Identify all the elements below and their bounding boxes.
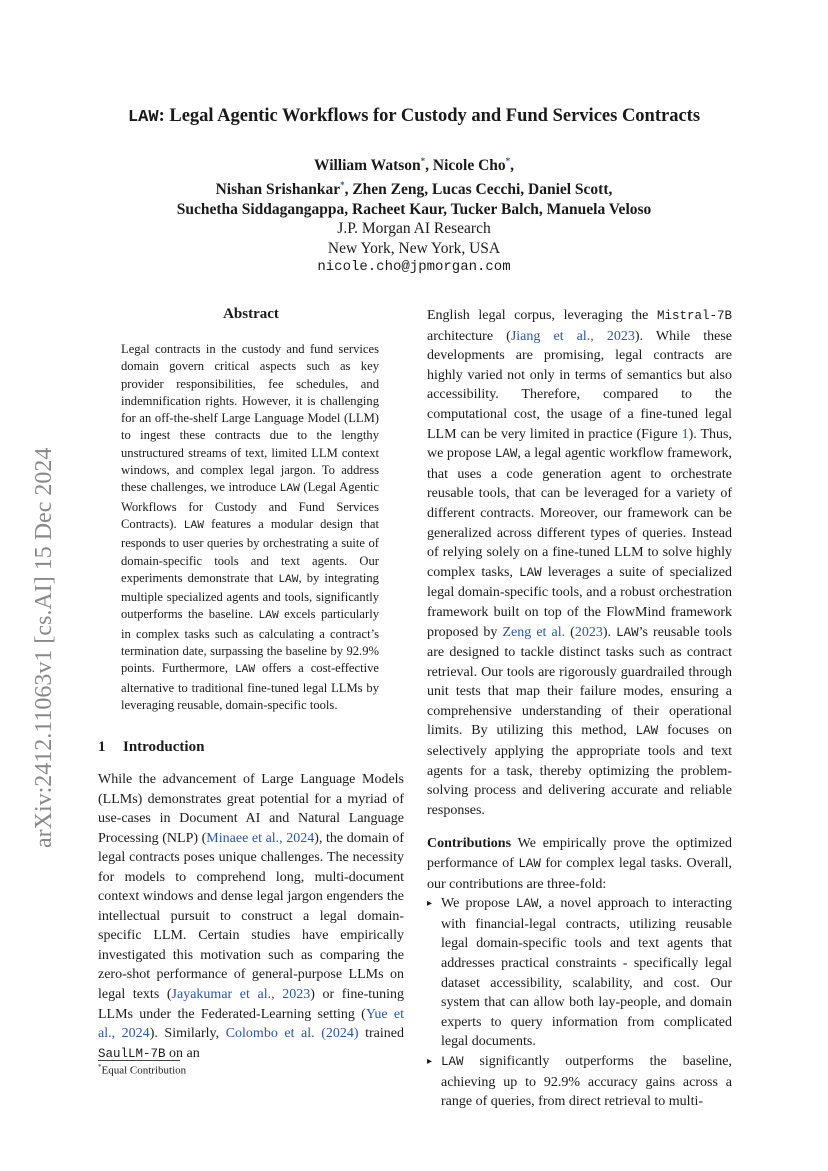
section-number: 1 (98, 739, 106, 755)
section-title: Introduction (123, 739, 205, 755)
author-line-1 (0, 152, 828, 176)
author-name: William Watson (313, 157, 421, 175)
law-code: LAW (635, 724, 659, 739)
model-code: Mistral-7B (656, 309, 732, 323)
intro-text: trained (358, 1026, 405, 1042)
list-item (427, 1052, 732, 1112)
law-code: LAW (258, 610, 279, 623)
body-text: significantly outperforms the baseline, achieving up to 92.9% accuracy gains across a range of queries, from direct retrieval to multi- (441, 1053, 732, 1110)
arxiv-identifier (22, 370, 62, 850)
body-text: , a legal agentic workflow framework, that uses a code generation agent to orchestrate reusable tools, that can be leveraged for a variety of different contracts. Moreover, our framework can be generalized across different types of queries. Instead of relying solely on a fine-tuned LLM to solve highly complex tasks, (427, 446, 732, 580)
abstract-text: Legal contracts in the custody and fund services domain govern critical aspects such as key provider responsibilities, fee schedules, and indemnification rights. However, it is challenging for an off-the-shelf Large Language Model (LLM) to ingest these contracts due to the lengthy unstructured streams of text, limited LLM context windows, and complex legal jargon. To address these challenges, we introduce (121, 342, 379, 495)
law-code: LAW (279, 483, 300, 496)
intro-text: While the advancement of Large Language Models (LLMs) demonstrates great potential for a myriad of use-cases in Document AI and Natural Language Processing (NLP) ( (98, 772, 404, 846)
footnote-mark: * (98, 1063, 102, 1071)
citation-link[interactable]: Colombo et al. (2024) (225, 1026, 359, 1042)
body-text: ’s reusable tools are designed to tackle distinct tasks such as contract retrieval. Our tools are rigorously guardrailed through unit tests that map their failure modes, ensuring a comprehensive understanding of their operational limits. By utilizing this method, (427, 624, 732, 739)
law-code: LAW (278, 573, 299, 586)
footnote-text: Equal Contribution (101, 1064, 187, 1077)
body-text: architecture ( (427, 328, 511, 344)
body-text: , a novel approach to interacting with financial-legal contracts, utilizing reusable legal domain-specific tools and text agents that addresses practical constraints - specifically legal dataset accessibility, scalability, and cost. Our system that can allow both lay-people, and domain experts to query information from complicated legal documents. (441, 896, 733, 1050)
bullet-icon: ▸ (427, 898, 433, 910)
law-code: LAW (441, 1054, 464, 1069)
body-text: English legal corpus, leveraging the (427, 308, 657, 323)
affiliation: J.P. Morgan AI Research (337, 220, 491, 238)
equal-contribution-mark: * (505, 156, 511, 166)
author-name: , Nicole Cho (425, 157, 506, 175)
paper-title (0, 106, 828, 127)
introduction-body (98, 770, 404, 1064)
right-column (427, 306, 732, 1112)
arxiv-identifier-text: arXiv:2412.11063v1 [cs.AI] 15 Dec 2024 (31, 447, 57, 848)
bullet-icon: ▸ (427, 1055, 433, 1067)
intro-text: ) or fine-tuning LLMs under the Federated-Learning setting ( (98, 987, 405, 1022)
law-code: LAW (518, 857, 541, 872)
figure-link[interactable]: 1 (681, 426, 689, 442)
list-item (427, 894, 732, 1052)
citation-link[interactable]: Jiang et al., 2023 (510, 328, 635, 344)
body-text: We propose (441, 896, 516, 912)
body-text: focuses on selectively applying the appropriate tools and text agents for a task, thereby optimizing the problem-solving process and delivering accurate and reliable responses. (427, 723, 732, 818)
paragraph-heading: Contributions (427, 836, 512, 852)
author-names: , Zhen Zeng, Lucas Cecchi, Daniel Scott, (344, 180, 613, 198)
author-name: Nishan Srishankar (215, 180, 341, 198)
citation-year-link[interactable]: 2023 (574, 624, 603, 640)
law-code: LAW (183, 519, 204, 532)
intro-text: ), the domain of legal contracts poses unique challenges. The necessity for models to comprehend long, multi-document context windows and dense legal jargon engenders the intellectual pursuit to construct a legal domain-specific LLM. Certain studies have empirically investigated this motivation such as comparing the zero-shot performance of general-purpose LLMs on legal texts ( (98, 830, 404, 1003)
abstract-text: excels particularly in complex tasks such as calculating a contract’s termination date, surpassing the baseline by 92.9% points. Furthermore, (121, 607, 380, 676)
law-code: LAW (494, 447, 518, 462)
email: nicole.cho@jpmorgan.com (317, 259, 511, 276)
title-code: LAW (127, 108, 159, 127)
law-code: LAW (515, 897, 539, 912)
abstract-text: , by integrating multiple specialized agents and tools, significantly outperforms the baseline. (121, 570, 379, 622)
location: New York, New York, USA (327, 239, 501, 257)
citation-link[interactable]: Minaee et al., 2024 (206, 830, 315, 846)
contributions-paragraph (427, 834, 732, 894)
abstract-heading: Abstract (223, 306, 279, 322)
citation-link[interactable]: Yue et al., 2024 (98, 1006, 404, 1042)
citation-link[interactable]: Zeng et al. (502, 624, 566, 640)
contributions-list (427, 894, 732, 1112)
intro-text: ). Similarly, (149, 1026, 226, 1042)
law-code: LAW (616, 625, 639, 640)
footnote (98, 1063, 186, 1077)
body-text: ). While these developments are promising, legal contracts are highly varied not only in terms of semantics but also accessibility. Therefore, compared to the computational cost, the usage of a fine-tuned legal LLM can be very limited in practice (Figure (427, 328, 732, 442)
equal-contribution-mark: * (420, 156, 426, 166)
footnote-rule (98, 1060, 180, 1061)
law-code: LAW (234, 664, 256, 677)
title-text: : Legal Agentic Workflows for Custody and Fund Services Contracts (158, 106, 701, 126)
abstract-body (121, 341, 379, 714)
equal-contribution-mark: * (340, 179, 345, 190)
section-heading-introduction (98, 739, 204, 756)
body-text: ). Thus, we propose (427, 426, 732, 462)
author-line-2 (0, 176, 828, 200)
body-text: We empirically prove the optimized performance of (427, 836, 732, 872)
body-text: ). (602, 624, 617, 640)
law-code: LAW (519, 565, 542, 580)
intro-text: on an (165, 1045, 200, 1061)
citation-link[interactable]: Jayakumar et al., 2023 (171, 987, 311, 1003)
abstract-text: (Legal Agentic Workflows for Custody and Fund Services Contracts). (121, 480, 379, 531)
separator: , (510, 157, 515, 175)
body-text: for complex legal tasks. Overall, our contributions are three-fold: (427, 856, 732, 892)
model-code: SaulLM-7B (98, 1046, 166, 1061)
abstract-text: offers a cost-effective alternative to traditional fine-tuned legal LLMs by leveraging reusable, domain-specific tools. (121, 661, 379, 712)
author-line-3: Suchetha Siddagangappa, Racheet Kaur, Tucker Balch, Manuela Veloso (176, 200, 652, 218)
paragraph: English legal corpus, leveraging the Mistral-7B architecture (Jiang et al., 2023). While these developments are promising, legal contracts are highly varied not only in terms of semantics but also accessibility. Therefore, compared to the computational cost, the usage of a fine-tuned legal LLM can be very limited in practice (Figure 1). Thus, we propose LAW, a legal agentic workflow framework, that uses a code generation agent to orchestrate reusable tools, that can be leveraged for a variety of different contracts. Moreover, our framework can be generalized across different types of queries. Instead of relying solely on a fine-tuned LLM to solve highly complex tasks, LAW leverages a suite of specialized legal domain-specific tools, and a robust orchestration framework built on top of the FlowMind framework proposed by Zeng et al. (2023). LAW’s reusable tools are designed to tackle distinct tasks such as contract retrieval. Our tools are rigorously guardrailed through unit tests that map their failure modes, ensuring a comprehensive understanding of their operational limits. By utilizing this method, LAW focuses on selectively applying the appropriate tools and text agents for a task, thereby optimizing the problem-solving process and delivering accurate and reliable responses. (427, 308, 732, 818)
body-text: leverages a suite of specialized legal domain-specific tools, and a robust orchestration framework built on top of the FlowMind framework proposed by (427, 564, 732, 640)
author-block (0, 152, 828, 278)
abstract-text: features a modular design that responds to user queries by orchestrating a suite of domain-specific tools and text agents. Our experiments demonstrate that (121, 516, 380, 585)
